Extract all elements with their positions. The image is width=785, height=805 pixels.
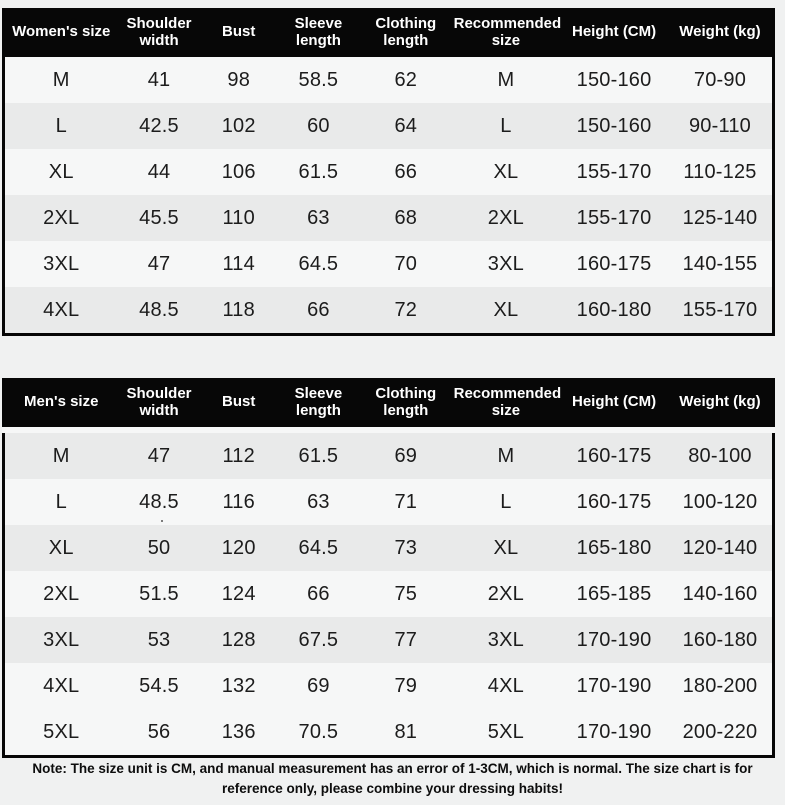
table-cell: 54.5 [139,674,179,697]
table-cell: 58.5 [298,68,339,91]
table-cell: 124 [221,582,256,605]
table-row [4,617,774,663]
column-header: Bust [201,8,277,57]
table-row [4,241,774,287]
table-cell: 70-90 [693,68,747,91]
table-cell: 51.5 [139,582,179,605]
table-cell: 160-175 [576,252,652,275]
table-cell: 5XL [43,720,80,743]
table-cell: 77 [394,628,418,651]
table-cell: 150-160 [576,114,652,137]
column-header: Bust [201,378,277,430]
table-row [4,571,774,617]
table-cell: 2XL [487,582,524,605]
table-cell: 100-120 [682,490,758,513]
table-cell: 48.5 [139,298,179,321]
table-cell: 81 [394,720,418,743]
table-cell: 106 [221,160,256,183]
table-cell: XL [48,160,74,183]
table-cell: M [497,444,515,467]
column-header: Height (CM) [560,8,668,57]
table-cell: 61.5 [298,160,339,183]
table-cell: 200-220 [682,720,758,743]
table-cell: 64.5 [298,252,339,275]
table-cell: 44 [147,160,171,183]
table-cell: 70 [394,252,418,275]
note-text: Note: The size unit is CM, and manual measurement has an error of 1-3CM, which is normal. The size chart is for reference only, please combine your dressing habits! [32,760,753,796]
table-cell: 4XL [487,674,524,697]
table-cell: 72 [394,298,418,321]
table-cell: 140-155 [682,252,758,275]
table-cell: L [55,490,67,513]
table-row [4,149,774,195]
table-cell: 47 [147,444,171,467]
table-cell: 140-160 [682,582,758,605]
table-cell: 67.5 [298,628,339,651]
table-cell: 170-190 [576,674,652,697]
table-cell: M [52,444,70,467]
column-header: Weight (kg) [668,378,774,430]
table-cell: 155-170 [576,160,652,183]
mens-size-table [2,378,775,758]
table-cell: 132 [221,674,256,697]
mens-table-body [4,430,774,757]
column-header: Men's size [4,378,118,430]
table-cell: 80-100 [688,444,752,467]
table-row [4,195,774,241]
table-cell: 66 [307,582,330,605]
column-header: Sleeve length [277,8,360,57]
table-cell: 150-160 [576,68,652,91]
table-cell: 2XL [487,206,524,229]
table-cell: 165-185 [576,582,652,605]
column-header: Shoulder width [117,8,200,57]
table-cell: 4XL [43,298,80,321]
table-cell: 90-110 [688,114,751,137]
header-row [4,378,774,430]
table-cell: M [497,68,515,91]
table-cell: M [52,68,70,91]
table-cell: XL [493,536,519,559]
table-cell: 69 [307,674,330,697]
table-cell: XL [493,298,519,321]
table-cell: 2XL [43,206,80,229]
table-cell: 4XL [43,674,80,697]
table-cell: 110-125 [683,160,757,183]
table-cell: 73 [394,536,418,559]
column-header: Recommended size [452,8,561,57]
table-cell: 64.5 [298,536,339,559]
table-cell: 2XL [43,582,80,605]
table-cell: 120-140 [682,536,758,559]
table-cell: XL [48,536,74,559]
table-cell: L [500,114,512,137]
table-cell: 160-180 [576,298,652,321]
table-cell: 64 [394,114,418,137]
table-row [4,103,774,149]
table-cell: 3XL [487,252,524,275]
table-cell: 118 [222,298,255,321]
stray-dot [161,520,163,522]
table-cell: 66 [394,160,418,183]
column-header: Clothing length [360,8,452,57]
table-cell: L [55,114,67,137]
table-row [4,479,774,525]
table-cell: 45.5 [139,206,179,229]
table-cell: XL [493,160,519,183]
table-cell: 128 [221,628,256,651]
table-cell: 3XL [487,628,524,651]
column-header: Weight (kg) [668,8,774,57]
table-cell: 53 [147,628,171,651]
table-cell: 165-180 [576,536,652,559]
column-header: Women's size [4,8,118,57]
header-row [4,8,774,57]
table-row [4,663,774,709]
table-cell: 5XL [487,720,524,743]
table-row [4,525,774,571]
table-row [4,709,774,757]
table-cell: 69 [394,444,418,467]
table-cell: 110 [222,206,255,229]
table-cell: 98 [227,68,251,91]
table-cell: 79 [394,674,418,697]
table-cell: 170-190 [576,628,652,651]
table-cell: 114 [222,252,255,275]
table-cell: 56 [147,720,171,743]
table-cell: 63 [307,490,330,513]
column-header: Shoulder width [117,378,200,430]
table-cell: 180-200 [682,674,758,697]
table-cell: 68 [394,206,418,229]
table-cell: 62 [394,68,418,91]
table-cell: 3XL [43,628,80,651]
table-cell: 136 [221,720,256,743]
table-cell: 155-170 [576,206,652,229]
table-cell: 50 [147,536,171,559]
womens-table-header [4,8,774,57]
column-header: Sleeve length [277,378,360,430]
table-cell: 75 [394,582,418,605]
table-cell: 42.5 [139,114,179,137]
table-cell: 120 [221,536,256,559]
table-row [4,57,774,103]
table-cell: 3XL [43,252,80,275]
table-cell: 61.5 [298,444,339,467]
womens-table-body [4,57,774,335]
table-cell: 155-170 [682,298,758,321]
mens-table-header [4,378,774,430]
table-cell: 60 [307,114,330,137]
column-header: Height (CM) [560,378,668,430]
table-cell: L [500,490,512,513]
table-cell: 41 [147,68,171,91]
table-cell: 112 [222,444,255,467]
table-row [4,430,774,479]
table-cell: 63 [307,206,330,229]
column-header: Clothing length [360,378,452,430]
column-header: Recommended size [452,378,561,430]
table-cell: 66 [307,298,330,321]
table-row [4,287,774,335]
table-cell: 160-175 [576,444,652,467]
table-cell: 47 [147,252,171,275]
table-cell: 70.5 [298,720,339,743]
table-cell: 125-140 [682,206,758,229]
table-cell: 160-175 [576,490,652,513]
table-cell: 116 [222,490,255,513]
table-cell: 48.5 [139,490,179,513]
womens-size-table [2,8,775,336]
table-cell: 102 [221,114,256,137]
table-cell: 71 [394,490,418,513]
table-cell: 170-190 [576,720,652,743]
table-cell: 160-180 [682,628,758,651]
